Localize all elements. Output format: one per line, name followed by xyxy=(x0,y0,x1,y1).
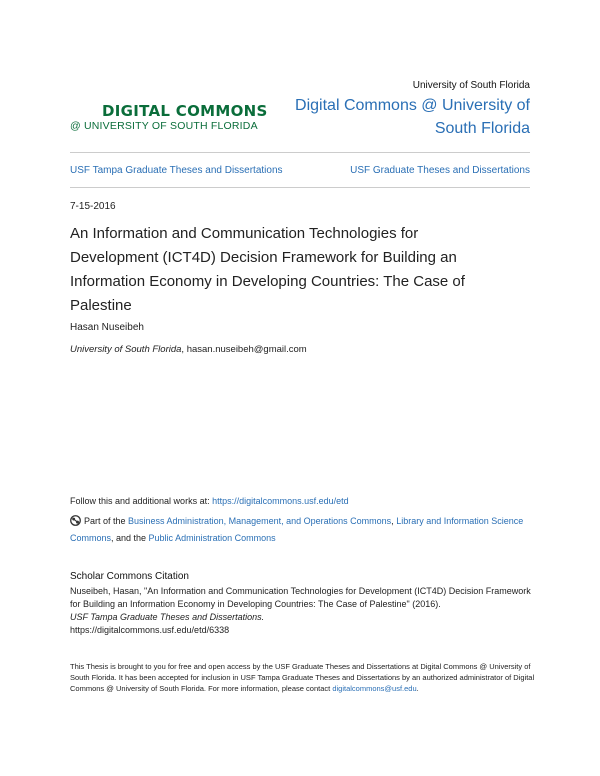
separator: , xyxy=(391,516,397,526)
repository-link[interactable] xyxy=(270,94,530,140)
affiliation-name: University of South Florida xyxy=(70,344,182,355)
follow-line xyxy=(70,496,349,506)
separator: , and the xyxy=(111,533,149,543)
digital-commons-logo[interactable] xyxy=(70,102,290,133)
citation-text: Nuseibeh, Hasan, "An Information and Communication Technologies for Development (ICT4D) Decision Framework for Building an Information Economy in Developing Countries: The Case of Palestine" (2016). xyxy=(70,586,531,609)
author-email: , hasan.nuseibeh@gmail.com xyxy=(181,344,307,355)
part-of-prefix: Part of the xyxy=(84,516,129,526)
network-commons-icon xyxy=(70,515,81,526)
follow-text: Follow this and additional works at: xyxy=(70,496,213,506)
citation-url: https://digitalcommons.usf.edu/etd/6338 xyxy=(70,625,230,635)
author-name: Hasan Nuseibeh xyxy=(70,322,144,333)
discipline-link-public-admin[interactable]: Public Administration Commons xyxy=(148,533,276,543)
logo-main-text: DIGITAL COMMONS xyxy=(102,102,268,120)
notice-end: . xyxy=(416,684,419,693)
university-name: University of South Florida xyxy=(412,80,530,91)
title-line: Palestine xyxy=(70,297,132,314)
citation-block xyxy=(70,585,540,637)
discipline-link-library[interactable]: Library and Information Science Commons xyxy=(70,516,524,543)
repository-link-line1[interactable]: Digital Commons @ University of xyxy=(295,97,530,114)
title-line: Development (ICT4D) Decision Framework for Building an xyxy=(70,249,457,266)
title-line: An Information and Communication Technologies for xyxy=(70,225,419,242)
contact-email-link[interactable]: digitalcommons@usf.edu xyxy=(332,684,417,693)
repository-link-line2[interactable]: South Florida xyxy=(434,120,530,137)
author-affiliation xyxy=(70,344,307,355)
collection-link-tampa[interactable]: USF Tampa Graduate Theses and Dissertations xyxy=(70,164,283,176)
logo-sub-text: @ UNIVERSITY OF SOUTH FLORIDA xyxy=(70,120,258,132)
discipline-link-business[interactable]: Business Administration, Management, and Operations Commons xyxy=(128,516,392,526)
access-notice xyxy=(70,661,535,694)
part-of-disciplines xyxy=(70,513,532,547)
publication-date: 7-15-2016 xyxy=(70,201,116,212)
title-line: Information Economy in Developing Countries: The Case of xyxy=(70,273,465,290)
citation-heading: Scholar Commons Citation xyxy=(70,571,189,582)
collection-link-graduate[interactable]: USF Graduate Theses and Dissertations xyxy=(350,164,530,176)
thesis-title xyxy=(70,222,510,318)
citation-series: USF Tampa Graduate Theses and Dissertations. xyxy=(70,612,265,622)
notice-text: This Thesis is brought to you for free and open access by the USF Graduate Theses and Dissertations at Digital Commons @ University of South Florida. It has been accepted for inclusion in USF Tampa Graduate Theses and Dissertations by an authorized administrator of Digital Commons @ University of South Florida. For more information, please contact xyxy=(70,662,535,693)
follow-link[interactable]: https://digitalcommons.usf.edu/etd xyxy=(212,496,349,506)
collections-bar xyxy=(70,152,530,188)
